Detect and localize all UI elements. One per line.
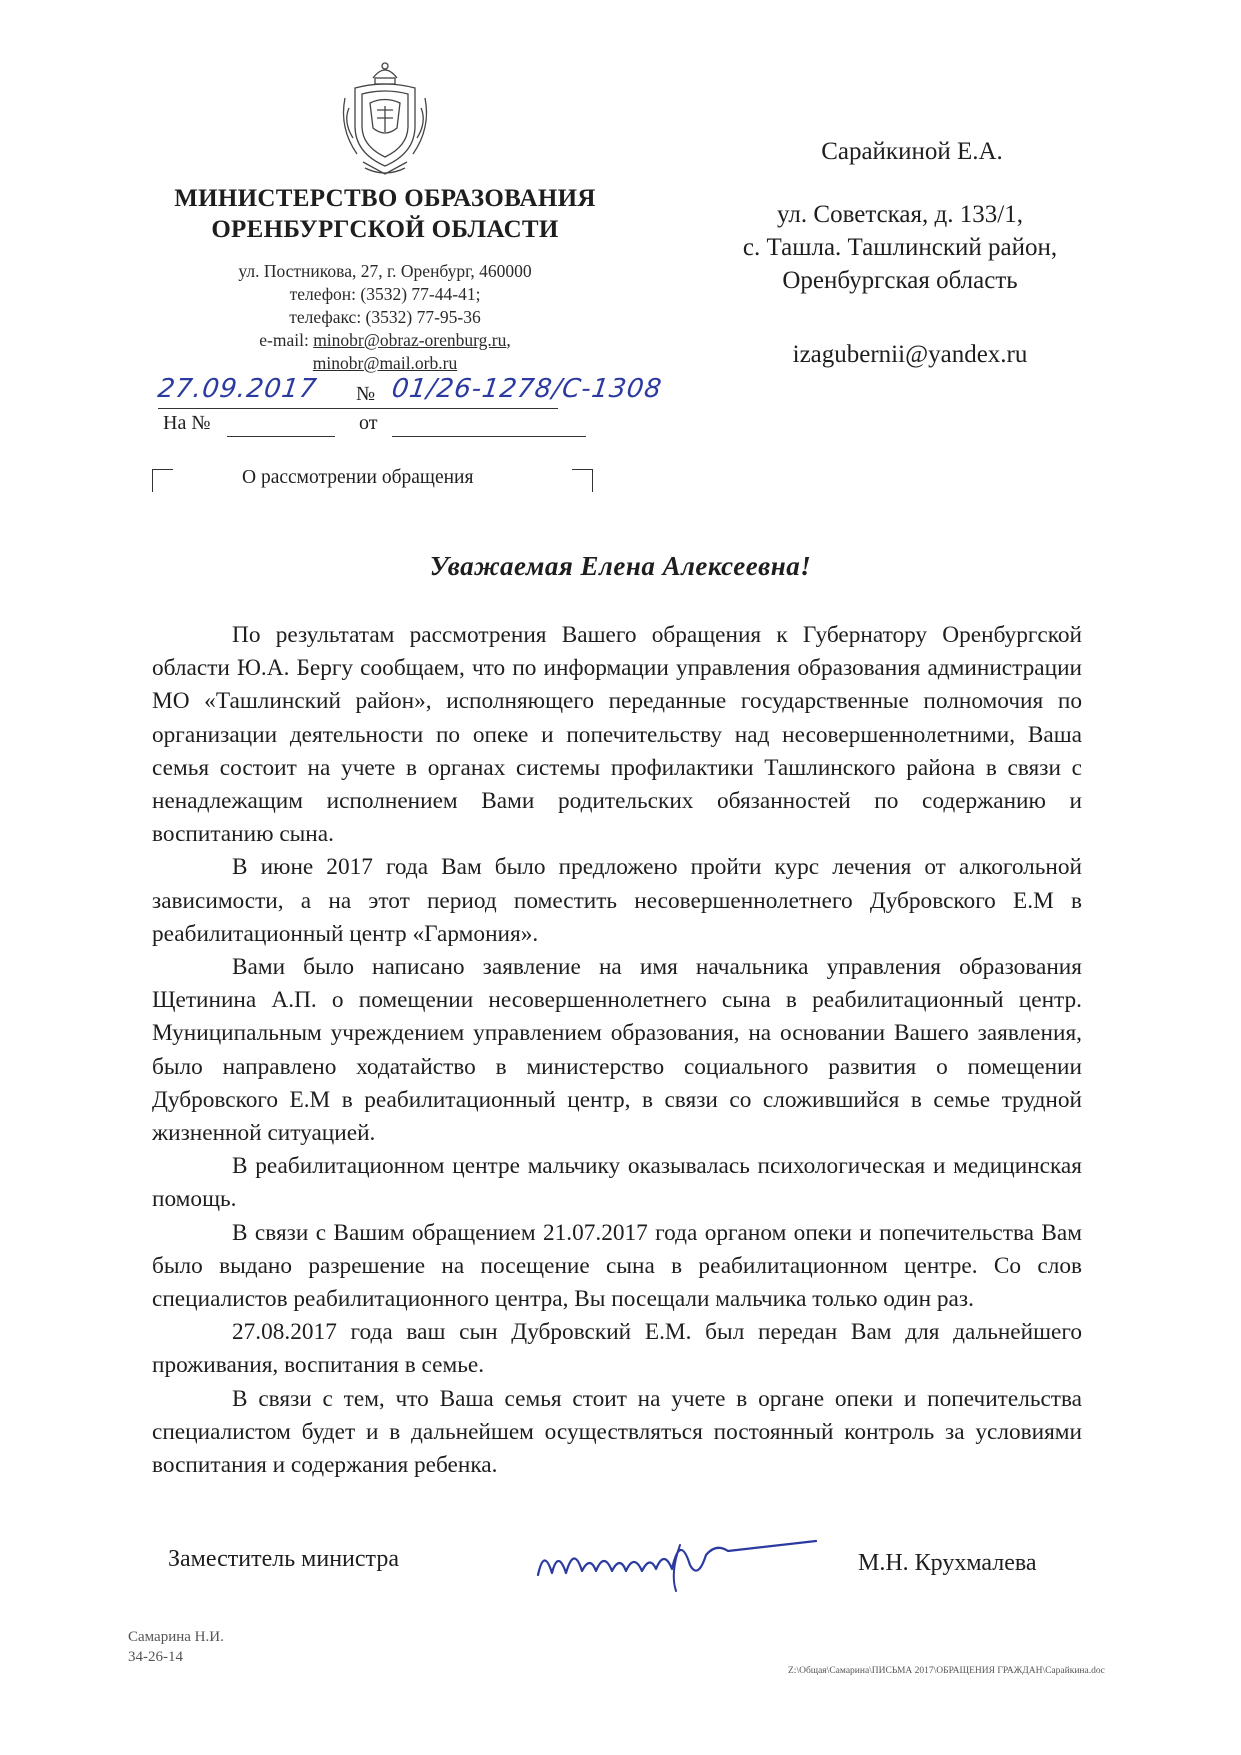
registration-number-label: № <box>356 383 376 405</box>
signatory-name: М.Н. Крухмалева <box>858 1550 1037 1576</box>
body-paragraph: 27.08.2017 года ваш сын Дубровский Е.М. был передан Вам для дальнейшего проживания, воспитания в семье. <box>152 1319 1082 1379</box>
body-paragraph: В связи с Вашим обращением 21.07.2017 года органом опеки и попечительства Вам было выдано разрешение на посещение сына в реабилитационном центре. Со слов специалистов реабилитационного центра, Вы посещали мальчика только один раз. <box>152 1219 1082 1313</box>
registration-date: 27.09.2017 <box>155 374 319 404</box>
greeting: Уважаемая Елена Алексеевна! <box>429 551 812 581</box>
ministry-phone: телефон: (3532) 77-44-41; <box>289 284 481 304</box>
executor-phone: 34-26-14 <box>128 1649 183 1665</box>
handwritten-signature <box>530 1525 830 1595</box>
body-paragraph: В связи с тем, что Ваша семья стоит на учете в органе опеки и попечительства специалистом будет и в дальнейшем осуществляться постоянный контроль за условиями воспитания и содержания ребенка. <box>152 1385 1082 1479</box>
reference-number-label: На № <box>163 412 211 434</box>
ministry-name <box>150 183 620 245</box>
email-separator: , <box>506 330 511 350</box>
subject-bracket-left <box>152 469 173 492</box>
body-paragraph: По результатам рассмотрения Вашего обращения к Губернатору Оренбургской области Ю.А. Бергу сообщаем, что по информации управления образования администрации МО «Ташлинский район», исполняющего переданные государственные полномочия по организации деятельности по опеке и попечительству над несовершеннолетними, Ваша семья состоит на учете в органах системы профилактики Ташлинского района в связи с ненадлежащим исполнением Вами родительских обязанностей по содержанию и воспитанию сына. <box>152 622 1082 848</box>
reference-from-label: от <box>359 412 378 434</box>
ministry-name-line2: ОРЕНБУРГСКОЙ ОБЛАСТИ <box>211 216 559 243</box>
executor-name: Самарина Н.И. <box>128 1629 224 1645</box>
ministry-contacts <box>150 260 620 375</box>
body-paragraph: В июне 2017 года Вам было предложено пройти курс лечения от алкогольной зависимости, а на этот период поместить несовершеннолетнего Дубровского Е.М в реабилитационный центр «Гармония». <box>152 854 1082 947</box>
ministry-name-line1: МИНИСТЕРСТВО ОБРАЗОВАНИЯ <box>174 185 596 212</box>
reference-number-blank <box>227 436 335 437</box>
email-prefix: e-mail: <box>259 330 314 350</box>
recipient-address-line2: с. Ташла. Ташлинский район, <box>742 234 1058 261</box>
recipient-name: Сарайкиной Е.А. <box>821 138 1003 165</box>
subject-bracket-right <box>572 469 593 492</box>
ministry-email-line <box>150 329 620 352</box>
signatory-title: Заместитель министра <box>168 1546 399 1572</box>
recipient-address-line3: Оренбургская область <box>782 267 1018 294</box>
ministry-address: ул. Постникова, 27, г. Оренбург, 460000 <box>238 261 532 281</box>
letter-body <box>152 619 1082 1482</box>
coat-of-arms-icon <box>335 58 435 178</box>
reference-date-blank <box>392 436 586 437</box>
recipient-address <box>700 198 1100 297</box>
file-path-footer: Z:\Общая\Самарина\ПИСЬМА 2017\ОБРАЩЕНИЯ ГРАЖДАН\Сарайкина.doc <box>788 1666 1105 1676</box>
registration-line <box>158 408 558 409</box>
letter-subject: О рассмотрении обращения <box>242 467 474 488</box>
body-paragraph: В реабилитационном центре мальчику оказывалась психологическая и медицинская помощь. <box>152 1153 1082 1213</box>
recipient-email[interactable]: izagubernii@yandex.ru <box>792 341 1028 368</box>
registration-number: 01/26-1278/С-1308 <box>389 374 665 404</box>
executor-info <box>128 1627 224 1667</box>
recipient-address-line1: ул. Советская, д. 133/1, <box>777 201 1023 228</box>
body-paragraph: Вами было написано заявление на имя начальника управления образования Щетинина А.П. о помещении несовершеннолетнего сына в реабилитационный центр. Муниципальным учреждением управлением образования, на основании Вашего заявления, было направлено ходатайство в министерство социального развития о помещении Дубровского Е.М в реабилитационный центр, в связи со сложившийся в семье трудной жизненной ситуацией. <box>152 954 1082 1147</box>
ministry-fax: телефакс: (3532) 77-95-36 <box>289 307 481 327</box>
ministry-email-2[interactable]: minobr@mail.orb.ru <box>312 353 458 373</box>
ministry-email-1[interactable]: minobr@obraz-orenburg.ru <box>313 330 507 350</box>
